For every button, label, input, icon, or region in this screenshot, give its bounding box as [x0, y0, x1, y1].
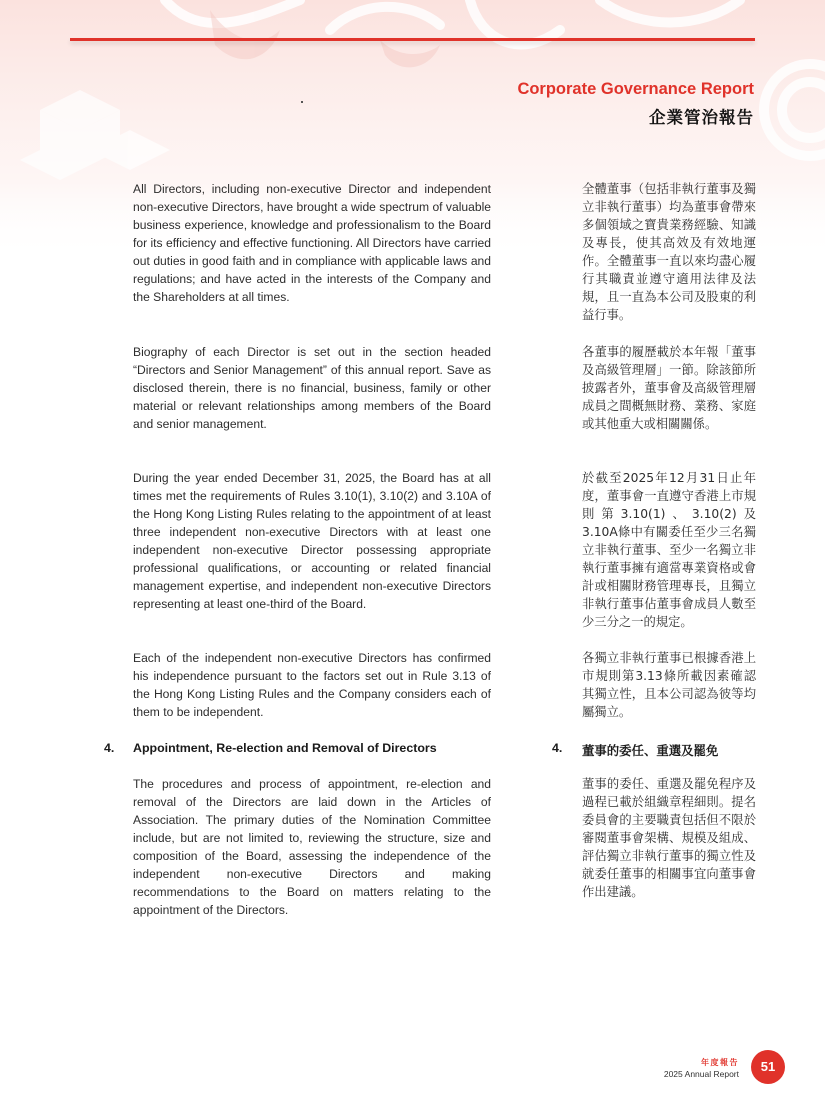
paragraph-3-zh-block	[582, 469, 756, 631]
paragraph-2-zh: 各董事的履歷載於本年報「董事及高級管理層」一節。除該節所披露者外，董事會及高級管理層成員之間概無財務、業務、家庭或其他重大或相關關係。	[582, 345, 756, 431]
section-4-number-en: 4.	[104, 741, 115, 755]
section-4-body-en-block	[133, 775, 491, 919]
paragraph-2-en-block	[133, 343, 491, 433]
section-4-number-zh: 4.	[552, 741, 563, 755]
section-4-title-zh: 董事的委任、重選及罷免	[582, 743, 719, 758]
paragraph-2-zh-block	[582, 343, 756, 433]
paragraph-1-zh-block	[582, 180, 756, 324]
paragraph-4-zh: 各獨立非執行董事已根據香港上市規則第3.13條所載因素確認其獨立性，且本公司認為彼等均屬獨立。	[582, 651, 756, 719]
report-title-en: Corporate Governance Report	[517, 80, 754, 98]
paragraph-1-en: All Directors, including non-executive Director and independent non-executive Directors, have brought a wide spectrum of valuable business experience, knowledge and professionalism to the Board for its efficiency and effective functioning. All Directors have carried out duties in good faith and in compliance with applicable laws and regulations; and have acted in the interests of the Company and the Shareholders at all times.	[133, 182, 491, 304]
paragraph-4-zh-block	[582, 649, 756, 721]
section-4-body-en: The procedures and process of appointment, re-election and removal of the Directors are laid down in the Articles of Association. The primary duties of the Nomination Committee include, but are not limited to, reviewing the structure, size and composition of the Board, assessing the independence of the independent non-executive Directors and making recommendations to the Board on matters relating to the appointment of the Directors.	[133, 777, 491, 917]
paragraph-4-en-block	[133, 649, 491, 721]
paragraph-2-en: Biography of each Director is set out in the section headed “Directors and Senior Management” of this annual report. Save as disclosed therein, there is no financial, business, family or other material or relevant relationships among members of the Board and senior management.	[133, 345, 491, 431]
paragraph-4-en: Each of the independent non-executive Directors has confirmed his independence pursuant to the factors set out in Rule 3.13 of the Hong Kong Listing Rules and the Company considers each of them to be independent.	[133, 651, 491, 719]
paragraph-3-zh: 於截至2025年12月31日止年度，董事會一直遵守香港上市規則第3.10(1)、3.10(2)及3.10A條中有關委任至少三名獨立非執行董事、至少一名獨立非執行董事擁有適當專業資格或會計或相關財務管理專長，且獨立非執行董事佔董事會成員人數至少三分之一的規定。	[582, 471, 756, 629]
footer-label-zh: 年度報告	[701, 1058, 739, 1067]
paragraph-1-zh: 全體董事（包括非執行董事及獨立非執行董事）均為董事會帶來多個領域之寶貴業務經驗、知識及專長，使其高效及有效地運作。全體董事一直以來均盡心履行其職責並遵守適用法律及法規，且一直為本公司及股東的利益行事。	[582, 182, 756, 322]
section-4-body-zh: 董事的委任、重選及罷免程序及過程已載於組織章程細則。提名委員會的主要職責包括但不限於審閱董事會架構、規模及組成、評估獨立非執行董事的獨立性及就委任董事的相關事宜向董事會作出建議。	[582, 777, 756, 899]
section-4-body-zh-block	[582, 775, 756, 901]
paragraph-1-en-block	[133, 180, 491, 306]
stray-dot	[301, 101, 303, 103]
section-4-title-en: Appointment, Re-election and Removal of Directors	[133, 741, 437, 755]
paragraph-3-en-block	[133, 469, 491, 613]
report-title-zh: 企業管治報告	[649, 108, 754, 127]
paragraph-3-en: During the year ended December 31, 2025, the Board has at all times met the requirements of Rules 3.10(1), 3.10(2) and 3.10A of the Hong Kong Listing Rules relating to the appointment of at least three independent non-executive Directors with at least one independent non-executive Director possessing appropriate professional qualifications, or accounting or related financial management expertise, and independent non-executive Directors representing at least one-third of the Board.	[133, 471, 491, 611]
footer-label-en: 2025 Annual Report	[663, 1069, 739, 1079]
page-number-badge: 51	[751, 1050, 785, 1084]
header-rule	[70, 38, 755, 41]
